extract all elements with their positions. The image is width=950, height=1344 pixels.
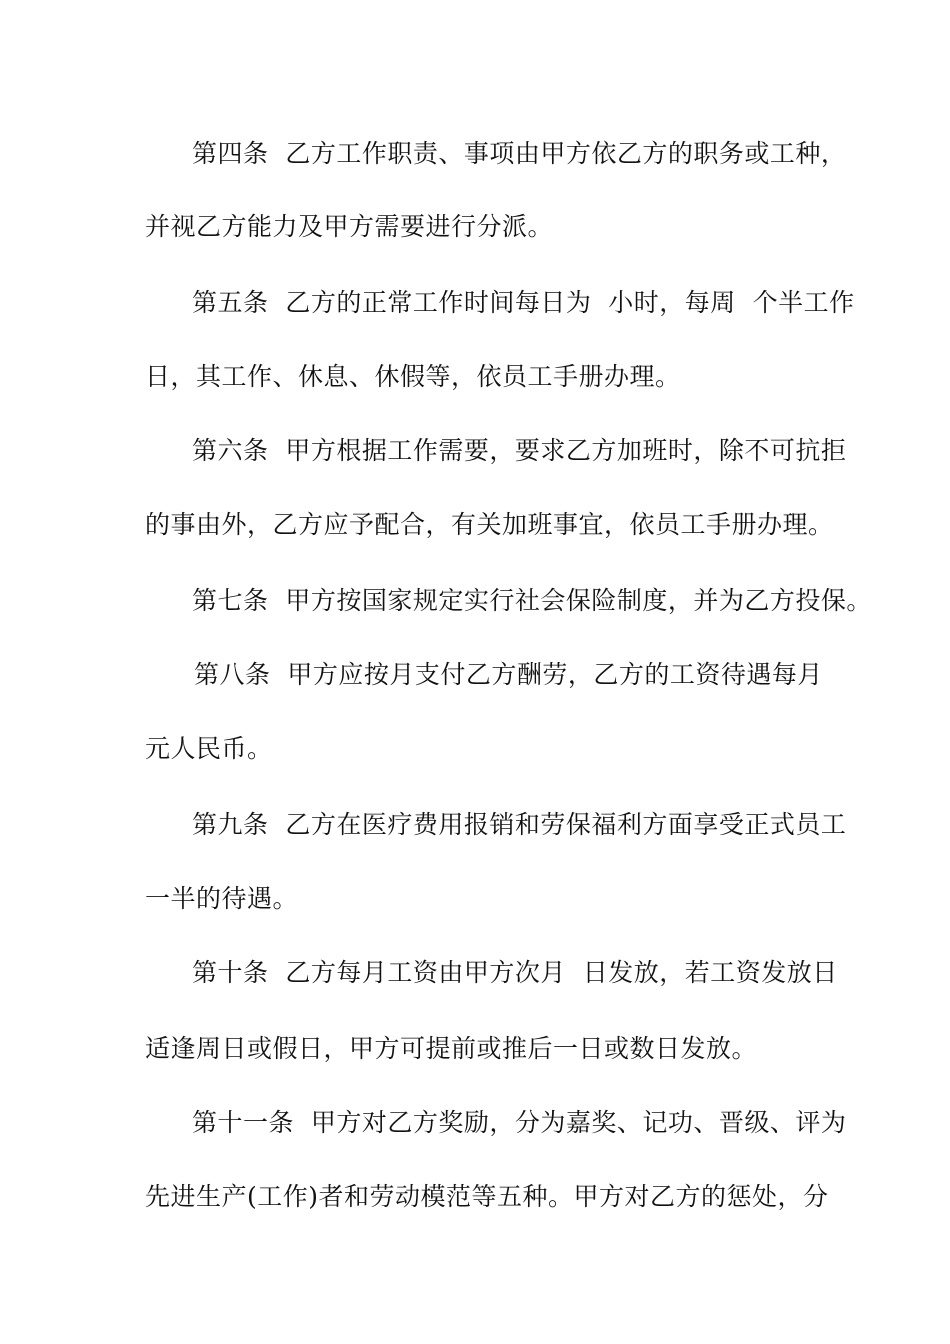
article-7-line-1: 第七条 甲方按国家规定实行社会保险制度，并为乙方投保。	[192, 586, 872, 615]
article-6-line-2: 的事由外，乙方应予配合，有关加班事宜，依员工手册办理。	[145, 510, 834, 539]
article-8-line-2: 元人民币。	[145, 734, 273, 763]
article-8-line-1: 第八条 甲方应按月支付乙方酬劳，乙方的工资待遇每月	[194, 660, 823, 689]
article-5-line-2: 日，其工作、休息、休假等，依员工手册办理。	[145, 362, 681, 391]
article-11-line-2: 先进生产(工作)者和劳动模范等五种。甲方对乙方的惩处，分	[145, 1182, 829, 1211]
article-10-line-2: 适逢周日或假日，甲方可提前或推后一日或数日发放。	[145, 1034, 758, 1063]
article-4-line-2: 并视乙方能力及甲方需要进行分派。	[145, 212, 554, 241]
article-11-line-1: 第十一条 甲方对乙方奖励，分为嘉奖、记功、晋级、评为	[192, 1108, 847, 1137]
article-9-line-2: 一半的待遇。	[145, 884, 299, 913]
article-10-line-1: 第十条 乙方每月工资由甲方次月 日发放，若工资发放日	[192, 958, 838, 987]
article-6-line-1: 第六条 甲方根据工作需要，要求乙方加班时，除不可抗拒	[192, 436, 847, 465]
article-9-line-1: 第九条 乙方在医疗费用报销和劳保福利方面享受正式员工	[192, 810, 847, 839]
article-5-line-1: 第五条 乙方的正常工作时间每日为 小时，每周 个半工作	[192, 288, 855, 317]
article-4-line-1: 第四条 乙方工作职责、事项由甲方依乙方的职务或工种，	[192, 139, 847, 168]
